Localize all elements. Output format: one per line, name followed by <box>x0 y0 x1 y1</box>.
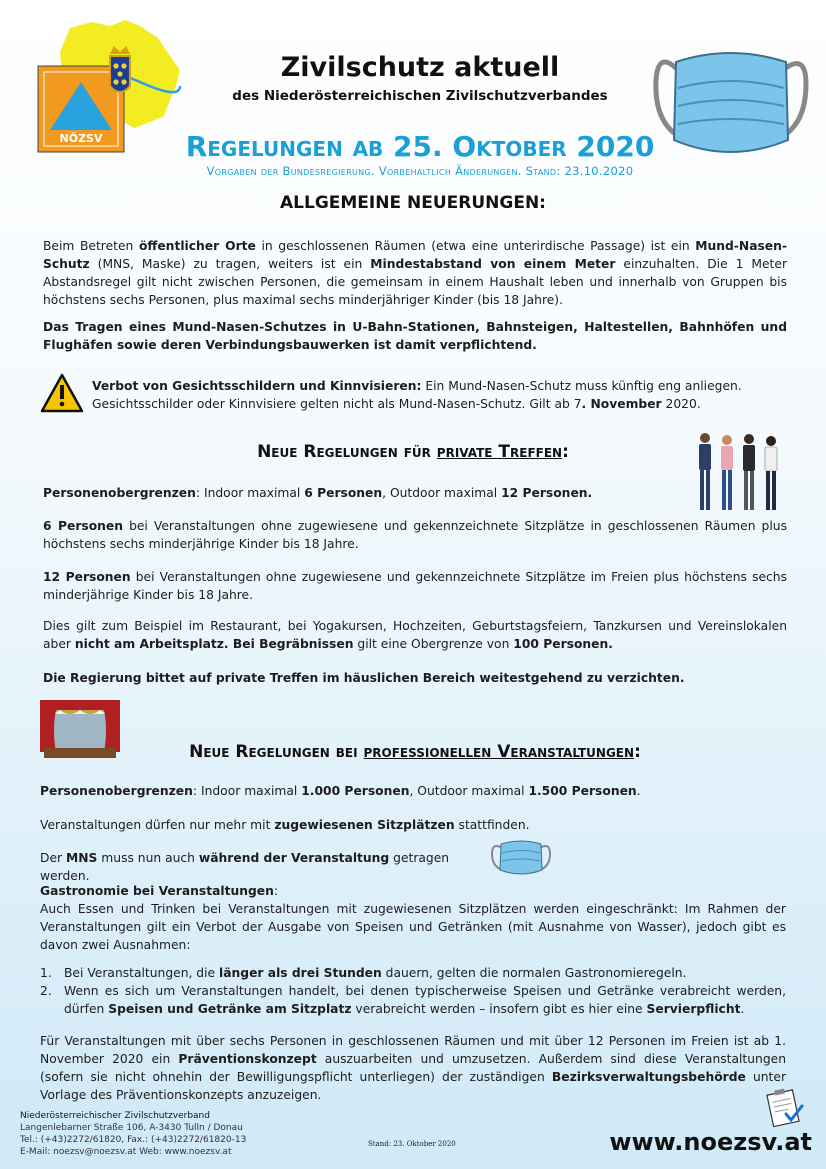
general-paragraph-2: Das Tragen eines Mund-Nasen-Schutzes in U-Bahn-Stationen, Bahnsteigen, Haltestellen, Bahnhöfen und Flughäfen sowie deren Verbindungsbauwerken ist damit verpflichtend. <box>43 320 787 352</box>
private-request: Die Regierung bittet auf private Treffen im häuslichen Bereich weitestgehend zu verzichten. <box>43 671 685 685</box>
footer-email[interactable]: E-Mail: noezsv@noezsv.at Web: www.noezsv.at <box>20 1147 232 1157</box>
professional-mask: Der MNS muss nun auch während der Veranstaltung getragen werden. <box>40 851 450 883</box>
section-title-professional: Neue Regelungen bei professionellen Veranstaltungen: <box>189 742 641 762</box>
face-mask-icon <box>648 40 813 160</box>
logo-text: NÖZSV <box>59 132 103 145</box>
footer-org: Niederösterreichischer Zivilschutzverband <box>20 1111 210 1121</box>
footer-address: Langenlebarner Straße 106, A-3430 Tulln / Donau <box>20 1123 243 1133</box>
headline: Regelungen ab 25. Oktober 2020 <box>185 130 655 163</box>
footer-phone: Tel.: (+43)2272/61820, Fax.: (+43)2272/61820-13 <box>20 1135 247 1145</box>
warning-icon <box>40 373 84 413</box>
private-outdoor: 12 Personen bei Veranstaltungen ohne zugewiesene und gekennzeichnete Sitzplätze im Freien plus höchstens sechs minderjährige Kinder bis 18 Jahre. <box>43 570 787 602</box>
list-item: 1. Bei Veranstaltungen, die länger als drei Stunden dauern, gelten die normalen Gastronomieregeln. <box>40 966 687 980</box>
sub-headline: Vorgaben der Bundesregierung. Vorbehaltlich Änderungen. Stand: 23.10.2020 <box>206 164 634 178</box>
professional-limits: Personenobergrenzen: Indoor maximal 1.000 Personen, Outdoor maximal 1.500 Personen. <box>40 784 641 798</box>
warning-text: Verbot von Gesichtsschildern und Kinnvisieren: Ein Mund-Nasen-Schutz muss künftig eng anliegen. Gesichtsschilder oder Kinnvisiere gelten nicht als Mund-Nasen-Schutz. Gilt ab 7. November 2020. <box>92 379 742 411</box>
people-group-icon <box>693 430 785 515</box>
face-mask-small-icon <box>490 836 552 878</box>
private-examples: Dies gilt zum Beispiel im Restaurant, bei Yogakursen, Hochzeiten, Geburtstagsfeiern, Tanzkursen und Vereinslokalen aber nicht am Arbeitsplatz. Bei Begräbnissen gilt eine Obergrenze von 100 Personen. <box>43 619 787 651</box>
footer-contact <box>20 1110 300 1158</box>
professional-seating: Veranstaltungen dürfen nur mehr mit zugewiesenen Sitzplätzen stattfinden. <box>40 818 530 832</box>
prevention-concept: Für Veranstaltungen mit über sechs Personen in geschlossenen Räumen und mit über 12 Personen im Freien ist ab 1. November 2020 ein Präventionskonzept auszuarbeiten und umzusetzen. Außerdem sind diese Veranstaltungen (sofern sie nicht ohnehin der Bewilligungspflicht unterliegen) der zuständigen Bezirksverwaltungsbehörde unter Vorlage des Präventionskonzepts anzuzeigen. <box>40 1034 786 1102</box>
footer-website[interactable]: www.noezsv.at <box>609 1128 812 1156</box>
page-subtitle: des Niederösterreichischen Zivilschutzverbandes <box>232 88 608 104</box>
theater-stage-icon <box>40 700 120 760</box>
page-title: Zivilschutz aktuell <box>280 52 560 83</box>
list-item: 2. Wenn es sich um Veranstaltungen handelt, bei denen typischerweise Speisen und Getränke verabreicht werden, dürfen Speisen und Getränke am Sitzplatz verabreicht werden – insofern gibt es hier eine Servierpflicht. <box>40 984 786 1016</box>
private-indoor: 6 Personen bei Veranstaltungen ohne zugewiesene und gekennzeichnete Sitzplätze in geschlossenen Räumen plus höchstens sechs minderjährige Kinder bis 18 Jahre. <box>43 519 787 551</box>
professional-gastronomy: Gastronomie bei Veranstaltungen: Auch Essen und Trinken bei Veranstaltungen mit zugewiesenen Sitzplätzen werden eingeschränkt: Im Rahmen der Veranstaltungen gilt ein Verbot der Ausgabe von Speisen und Getränken (mit Ausnahme von Wasser), jedoch gibt es davon zwei Ausnahmen: <box>40 884 786 952</box>
section-title-general: ALLGEMEINE NEUERUNGEN: <box>280 193 546 213</box>
section-title-private: Neue Regelungen für private Treffen: <box>257 442 569 462</box>
footer-stand: Stand: 23. Oktober 2020 <box>368 1140 456 1148</box>
general-paragraph-1: Beim Betreten öffentlicher Orte in geschlossenen Räumen (etwa eine unterirdische Passage) ist ein Mund-Nasen-Schutz (MNS, Maske) zu tragen, weiters ist ein Mindestabstand von einem Meter einzuhalten. Die 1 Meter Abstandsregel gilt nicht zwischen Personen, die gemeinsam in einem Haushalt leben und innerhalb von Gruppen bis höchstens sechs Personen, plus maximal sechs minderjähriger Kinder (bis 18 Jahre). <box>43 239 788 307</box>
clipboard-check-icon <box>760 1088 808 1128</box>
private-limits: Personenobergrenzen: Indoor maximal 6 Personen, Outdoor maximal 12 Personen. <box>43 486 593 500</box>
exceptions-list <box>40 964 786 1018</box>
